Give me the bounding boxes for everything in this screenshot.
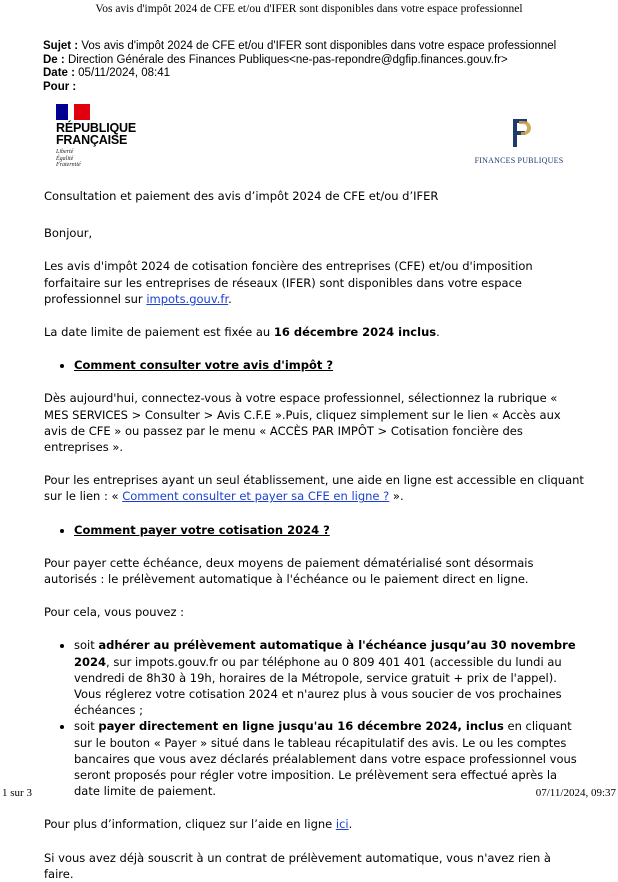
finances-publiques-text: FINANCES PUBLIQUES: [474, 156, 564, 165]
email-title: Consultation et paiement des avis d’impôt 2024 de CFE et/ou d’IFER: [44, 189, 439, 203]
rf-line2: FRANÇAISE: [56, 133, 128, 147]
subject-row: [43, 40, 603, 54]
date-value: 05/11/2024, 08:41: [78, 67, 171, 79]
payment-options-list: [44, 637, 584, 799]
date-row: [43, 67, 603, 81]
print-datetime: 07/11/2024, 09:37: [535, 787, 616, 799]
page-indicator: 1 sur 3: [2, 787, 32, 799]
print-footer: [0, 786, 618, 800]
deadline-date: 16 décembre 2024 inclus: [273, 325, 437, 340]
deadline-paragraph: La date limite de paiement est fixée au 16 décembre 2024 inclus.: [44, 325, 440, 340]
subject-value: Vos avis d'impôt 2024 de CFE et/ou d'IFER sont disponibles dans votre espace professionnel: [81, 40, 557, 52]
finances-publiques-logo: [474, 116, 564, 165]
rf-line1: RÉPUBLIQUE: [56, 121, 136, 135]
list-item: • soit adhérer au prélèvement automatique à l'échéance jusqu’au 30 novembre 2024, sur impots.gouv.fr ou par téléphone au 0 809 401 401 (accessible du lundi au vendredi de 8h30 à 19h, horaires de la Métropole, service gratuit + prix de l'appel). Vous réglerez votre cotisation 2024 et n'aurez plus à vous soucier de vos prochaines échéances ;: [74, 637, 584, 718]
rf-motto-fraternite: Fraternité: [56, 162, 81, 168]
intro-paragraph: Les avis d'impôt 2024 de cotisation foncière des entreprises (CFE) et/ou d'imposition forfaitaire sur les entreprises de réseaux (IFER) sont disponibles dans votre espace professionnel sur impots.gouv.fr.: [44, 259, 533, 306]
rf-motto-liberte: Liberté: [56, 149, 74, 155]
section2-list: [44, 522, 584, 538]
to-row: [43, 81, 603, 95]
from-value: Direction Générale des Finances Publiques<ne-pas-repondre@dgfip.finances.gouv.fr>: [67, 53, 508, 66]
print-header-title: Vos avis d'impôt 2024 de CFE et/ou d'IFER sont disponibles dans votre espace professionnel: [95, 3, 523, 15]
payment-intro-paragraph: Pour payer cette échéance, deux moyens de paiement dématérialisé sont désormais autorisés : le prélèvement automatique à l'échéance ou le paiement direct en ligne.: [44, 555, 534, 587]
rf-motto-egalite: Égalité: [56, 155, 74, 162]
french-flag-icon: [56, 104, 90, 120]
section1-list: [44, 357, 584, 373]
payment-options-intro: Pour cela, vous pouvez :: [44, 605, 185, 620]
logos-bar: [44, 104, 564, 174]
republique-francaise-logo: [56, 104, 136, 169]
section2-heading: • Comment payer votre cotisation 2024 ?: [74, 522, 584, 538]
mail-header: [43, 40, 603, 94]
final-paragraph: Si vous avez déjà souscrit à un contrat de prélèvement automatique, vous n'avez rien à faire.: [44, 850, 551, 881]
help-paragraph: Pour les entreprises ayant un seul établissement, une aide en ligne est accessible en cliquant sur le lien : « Comment consulter et payer sa CFE en ligne ? ».: [44, 473, 584, 504]
section1-paragraph: Dès aujourd'hui, connectez-vous à votre espace professionnel, sélectionnez la rubrique « MES SERVICES > Consulter > Avis C.F.E ».Puis, cliquez simplement sur le lien « Accès aux avis de CFE » ou passez par le menu « ACCÈS PAR IMPÔT > Cotisation foncière des entreprises ».: [44, 391, 561, 455]
more-info-paragraph: Pour plus d’information, cliquez sur l’aide en ligne ici.: [44, 817, 353, 832]
finances-publiques-emblem-icon: [504, 116, 534, 150]
date-label: Date :: [43, 67, 75, 79]
subject-label: Sujet :: [43, 40, 79, 52]
greeting: Bonjour,: [44, 226, 93, 241]
from-label: De :: [43, 53, 65, 66]
email-body: [44, 188, 584, 882]
list-item: • soit payer directement en ligne jusqu'au 16 décembre 2024, inclus en cliquant sur le bouton « Payer » situé dans le tableau récapitulatif des avis. Le ou les comptes bancaires que vous avez déclarés préalablement dans votre espace professionnel vous seront proposés pour régler votre imposition. Le prélèvement sera effectué après la date limite de paiement.: [74, 718, 584, 799]
online-help-link[interactable]: ici: [335, 817, 349, 832]
from-row: [43, 54, 603, 68]
section1-heading: • Comment consulter votre avis d'impôt ?: [74, 357, 584, 373]
impots-gouv-link[interactable]: impots.gouv.fr: [146, 291, 229, 306]
cfe-help-link[interactable]: Comment consulter et payer sa CFE en ligne ?: [122, 489, 390, 504]
to-label: Pour :: [43, 80, 77, 93]
